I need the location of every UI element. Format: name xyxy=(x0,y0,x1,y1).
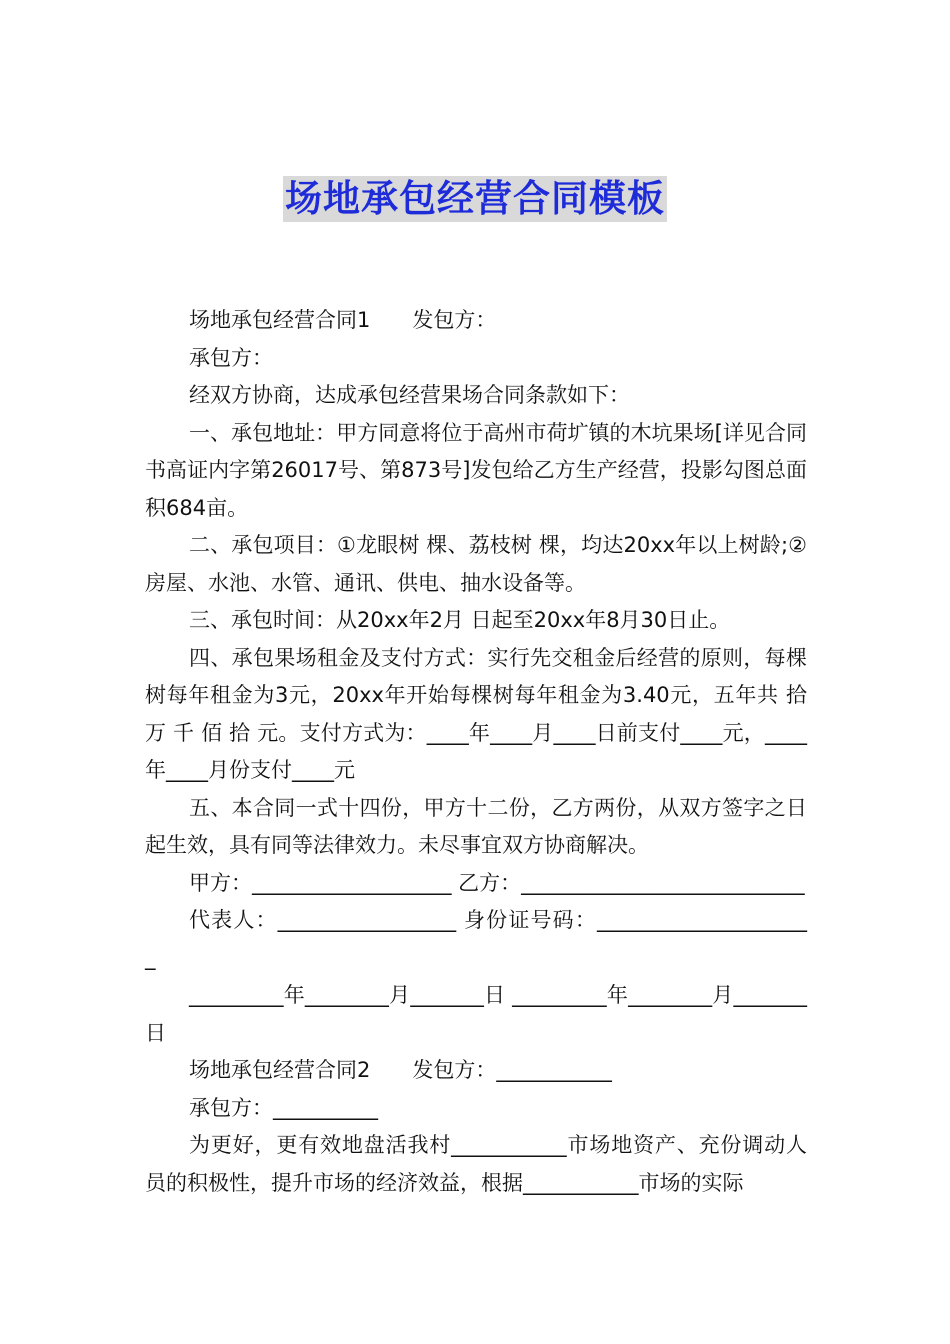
paragraph-signing-dates: _________年________月_______日 _________年________月_______日 xyxy=(145,983,807,1045)
paragraph-clause-4: 四、承包果场租金及支付方式：实行先交租金后经营的原则，每棵树每年租金为3元，20xx年开始每棵树每年租金为3.40元，五年共 拾 万 千 佰 拾 元。支付方式为：____年____月____日前支付____元，____年____月份支付____元 xyxy=(145,645,814,782)
paragraph-contract2-contractor: 承包方：__________ xyxy=(189,1095,378,1120)
paragraph-clause-1: 一、承包地址：甲方同意将位于高州市荷圹镇的木坑果场[详见合同书高证内字第26017号、第873号]发包给乙方生产经营，投影勾图总面积684亩。 xyxy=(145,420,807,520)
paragraph-representative: 代表人：_________________ 身份证号码：____________________ _ xyxy=(145,908,814,970)
paragraph-contractor: 承包方： xyxy=(189,345,273,370)
document-title-wrap xyxy=(0,176,950,222)
paragraph-clause-3: 三、承包时间：从20xx年2月 日起至20xx年8月30日止。 xyxy=(189,608,731,632)
paragraph-contract1-header: 场地承包经营合同1 发包方： xyxy=(189,308,497,332)
document-title: 场地承包经营合同模板 xyxy=(285,177,665,220)
document-body xyxy=(145,302,814,1202)
paragraph-clause-2: 二、承包项目：①龙眼树 棵、荔枝树 棵，均达20xx年以上树龄;② 房屋、水池、水管、通讯、供电、抽水设备等。 xyxy=(145,533,814,595)
paragraph-contract2-header: 场地承包经营合同2 发包方：___________ xyxy=(189,1058,612,1082)
paragraph-clause-5: 五、本合同一式十四份，甲方十二份，乙方两份，从双方签字之日起生效，具有同等法律效力。未尽事宜双方协商解决。 xyxy=(145,795,807,857)
paragraph-agreement: 经双方协商，达成承包经营果场合同条款如下： xyxy=(189,383,630,407)
paragraph-contract2-intro: 为更好，更有效地盘活我村___________市场地资产、充份调动人员的积极性，提升市场的经济效益，根据___________市场的实际 xyxy=(145,1133,807,1195)
paragraph-party-signatures: 甲方：___________________ 乙方：___________________________ xyxy=(189,870,805,895)
